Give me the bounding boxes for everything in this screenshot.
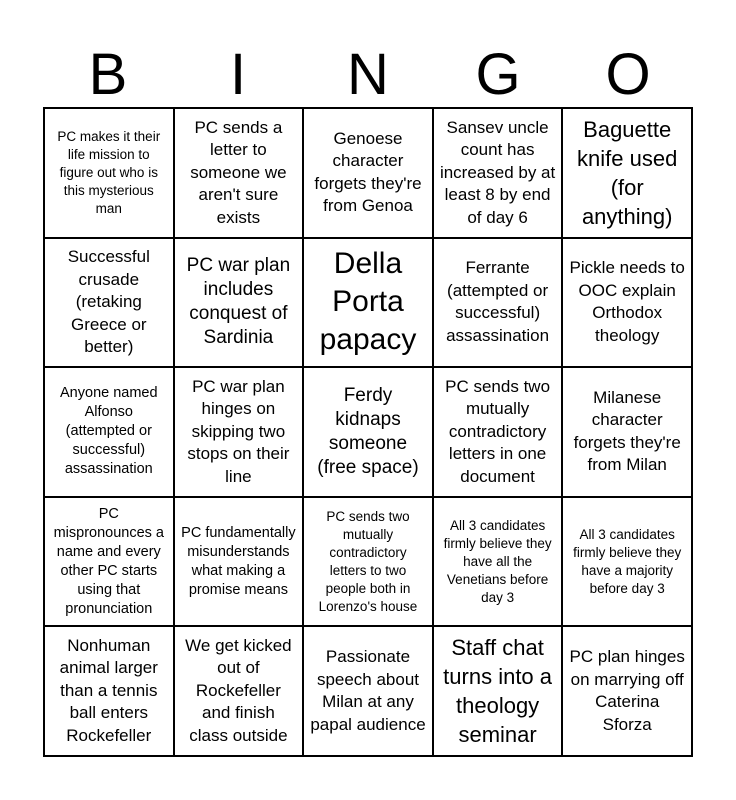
bingo-cell[interactable] [174,238,304,368]
cell-text: Staff chat turns into a theology seminar [443,635,553,748]
bingo-cell[interactable] [44,108,174,238]
cell-text: We get kicked out of Rockefeller and finish class outside [185,635,292,745]
bingo-cell[interactable] [433,497,563,627]
bingo-cell[interactable] [303,108,433,238]
bingo-cell[interactable] [433,108,563,238]
cell-text: PC makes it their life mission to figure out who is this mysterious man [57,128,161,216]
cell-text: Successful crusade (retaking Greece or better) [67,247,150,357]
cell-text: Pickle needs to OOC explain Orthodox theology [569,258,685,345]
cell-text: Della Porta papacy [319,247,417,357]
header-letter-n: N [347,42,389,107]
header-letter-i: I [229,42,247,107]
cell-text: Sansev uncle count has increased by at least 8 by end of day 6 [439,117,556,227]
bingo-cell[interactable] [44,497,174,627]
cell-text: Ferdy kidnaps someone (free space) [317,384,419,478]
header-letter-o: O [605,42,651,107]
bingo-cell[interactable] [433,367,563,497]
bingo-cell[interactable] [562,497,692,627]
cell-text: PC mispronounces a name and every other PC starts using that pronunciation [53,505,164,617]
header-letter-g: G [475,42,521,107]
cell-text: PC war plan includes conquest of Sardinia [186,255,291,349]
bingo-cell[interactable] [562,108,692,238]
cell-text: All 3 candidates firmly believe they have a majority before day 3 [573,526,682,596]
bingo-cell[interactable] [303,367,433,497]
bingo-cell[interactable] [174,626,304,756]
cell-text: Genoese character forgets they're from Genoa [314,128,422,216]
cell-text: PC sends two mutually contradictory letters to two people both in Lorenzo's house [318,508,418,614]
bingo-cell[interactable] [303,497,433,627]
bingo-cell[interactable] [174,108,304,238]
bingo-board [43,107,693,757]
cell-text: Milanese character forgets they're from Milan [573,387,681,475]
bingo-cell[interactable] [433,238,563,368]
cell-text: Ferrante (attempted or successful) assassination [446,258,550,345]
bingo-cell[interactable] [433,626,563,756]
bingo-cell[interactable] [44,626,174,756]
bingo-cell[interactable] [562,238,692,368]
bingo-cell[interactable] [562,367,692,497]
cell-text: Anyone named Alfonso (attempted or successful) assassination [60,385,158,478]
bingo-header [43,42,693,108]
bingo-cell[interactable] [303,626,433,756]
cell-text: PC plan hinges on marrying off Caterina Sforza [569,647,685,734]
bingo-cell[interactable] [562,626,692,756]
cell-text: Passionate speech about Milan at any papal audience [310,647,426,734]
cell-text: All 3 candidates firmly believe they have all the Venetians before day 3 [443,517,552,605]
cell-text: Baguette knife used (for anything) [577,116,678,229]
bingo-cell[interactable] [174,367,304,497]
bingo-cell[interactable] [303,238,433,368]
bingo-cell[interactable] [44,367,174,497]
cell-text: PC war plan hinges on skipping two stops on their line [187,376,290,486]
header-letter-b: B [88,42,128,107]
bingo-cell[interactable] [174,497,304,627]
cell-text: PC sends a letter to someone we aren't sure exists [190,117,287,227]
bingo-cell[interactable] [44,238,174,368]
cell-text: PC sends two mutually contradictory letters in one document [445,376,551,486]
cell-text: Nonhuman animal larger than a tennis ball enters Rockefeller [59,635,158,745]
cell-text: PC fundamentally misunderstands what making a promise means [181,524,296,598]
